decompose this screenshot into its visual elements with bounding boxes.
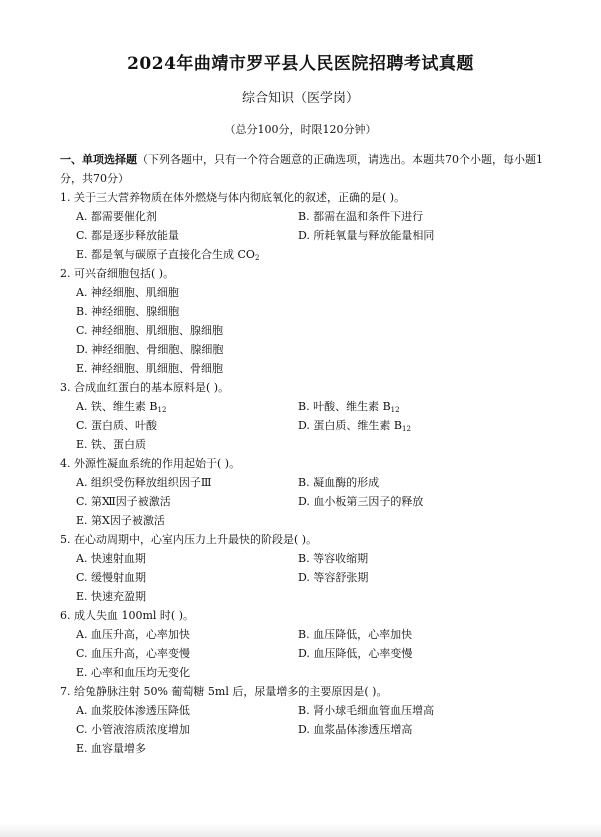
option-a: A. 血压升高，心率加快 — [76, 628, 190, 641]
option-e-text: E. 都是氧与碳原子直接化合生成 CO — [76, 248, 255, 261]
option-b-text: B. 叶酸、维生素 B — [298, 400, 391, 413]
question-5 — [40, 530, 561, 606]
option-b — [298, 397, 520, 416]
option-a — [76, 397, 298, 416]
option-b: B. 凝血酶的形成 — [298, 476, 380, 489]
question-options — [40, 625, 561, 682]
question-stem: 3. 合成血红蛋白的基本原料是( )。 — [60, 381, 230, 394]
exam-meta: （总分100分，时限120分钟） — [224, 123, 377, 136]
option-b: B. 都需在温和条件下进行 — [298, 210, 424, 223]
option-a: A. 都需要催化剂 — [76, 210, 157, 223]
option-c: C. 蛋白质、叶酸 — [76, 419, 158, 432]
question-options — [40, 283, 561, 378]
option-e: E. 神经细胞、肌细胞、骨细胞 — [76, 362, 224, 375]
option-e: E. 快速充盈期 — [76, 590, 147, 603]
question-6 — [40, 606, 561, 682]
question-options — [40, 473, 561, 530]
option-c: C. 小管液溶质浓度增加 — [76, 723, 191, 736]
option-a-text: A. 铁、维生素 B — [76, 400, 158, 413]
question-options — [40, 397, 561, 454]
question-1 — [40, 188, 561, 264]
option-c: C. 神经细胞、肌细胞、腺细胞 — [76, 324, 224, 337]
section-heading: 一、单项选择题 — [60, 153, 137, 166]
question-stem: 7. 给兔静脉注射 50% 葡萄糖 5ml 后，尿量增多的主要原因是( )。 — [60, 685, 388, 698]
option-d: D. 血小板第三因子的释放 — [298, 495, 424, 508]
question-stem: 1. 关于三大营养物质在体外燃烧与体内彻底氧化的叙述，正确的是( )。 — [60, 191, 406, 204]
exam-subtitle: 综合知识（医学岗） — [241, 91, 359, 106]
option-d: D. 血压降低，心率变慢 — [298, 647, 413, 660]
option-c: C. 血压升高，心率变慢 — [76, 647, 191, 660]
question-options — [40, 701, 561, 758]
option-e: E. 第Ⅹ因子被激活 — [76, 514, 165, 527]
option-e: E. 血容量增多 — [76, 742, 147, 755]
section-intro — [40, 150, 561, 188]
option-d: D. 等容舒张期 — [298, 571, 369, 584]
option-a-subscript: 12 — [157, 406, 167, 414]
question-stem: 4. 外源性凝血系统的作用起始于( )。 — [60, 457, 241, 470]
page-bottom-shadow — [0, 823, 601, 837]
option-d-text: D. 蛋白质、维生素 B — [298, 419, 402, 432]
option-c: C. 缓慢射血期 — [76, 571, 147, 584]
option-b: B. 肾小球毛细血管血压增高 — [298, 704, 435, 717]
question-stem: 5. 在心动周期中，心室内压力上升最快的阶段是( )。 — [60, 533, 318, 546]
option-d: D. 所耗氧量与释放能量相同 — [298, 229, 435, 242]
option-e-subscript: 2 — [254, 254, 260, 262]
option-b: B. 血压降低，心率加快 — [298, 628, 413, 641]
option-e: E. 铁、蛋白质 — [76, 438, 147, 451]
question-3 — [40, 378, 561, 454]
option-d: D. 神经细胞、骨细胞、腺细胞 — [76, 343, 224, 356]
question-stem: 6. 成人失血 100ml 时( )。 — [60, 609, 195, 622]
option-e: E. 心率和血压均无变化 — [76, 666, 191, 679]
option-b: B. 等容收缩期 — [298, 552, 369, 565]
question-4 — [40, 454, 561, 530]
option-e — [76, 245, 520, 264]
option-d: D. 血浆晶体渗透压增高 — [298, 723, 413, 736]
section-instructions: （下列各题中，只有一个符合题意的正确选项，请选出。本题共70个小题，每小题1分，共70分） — [60, 153, 543, 185]
question-7 — [40, 682, 561, 758]
question-options — [40, 549, 561, 606]
option-c: C. 都是逐步释放能量 — [76, 229, 180, 242]
question-stem: 2. 可兴奋细胞包括( )。 — [60, 267, 175, 280]
question-options — [40, 207, 561, 264]
option-a: A. 血浆胶体渗透压降低 — [76, 704, 190, 717]
page-title: 2024年曲靖市罗平县人民医院招聘考试真题 — [127, 54, 474, 74]
option-a: A. 神经细胞、肌细胞 — [76, 286, 179, 299]
option-a: A. 组织受伤释放组织因子Ⅲ — [76, 476, 212, 489]
option-c: C. 第Ⅻ因子被激活 — [76, 495, 171, 508]
option-a: A. 快速射血期 — [76, 552, 146, 565]
option-d — [298, 416, 520, 435]
option-b-subscript: 12 — [390, 406, 400, 414]
option-d-subscript: 12 — [402, 425, 411, 433]
question-2 — [40, 264, 561, 378]
option-b: B. 神经细胞、腺细胞 — [76, 305, 180, 318]
